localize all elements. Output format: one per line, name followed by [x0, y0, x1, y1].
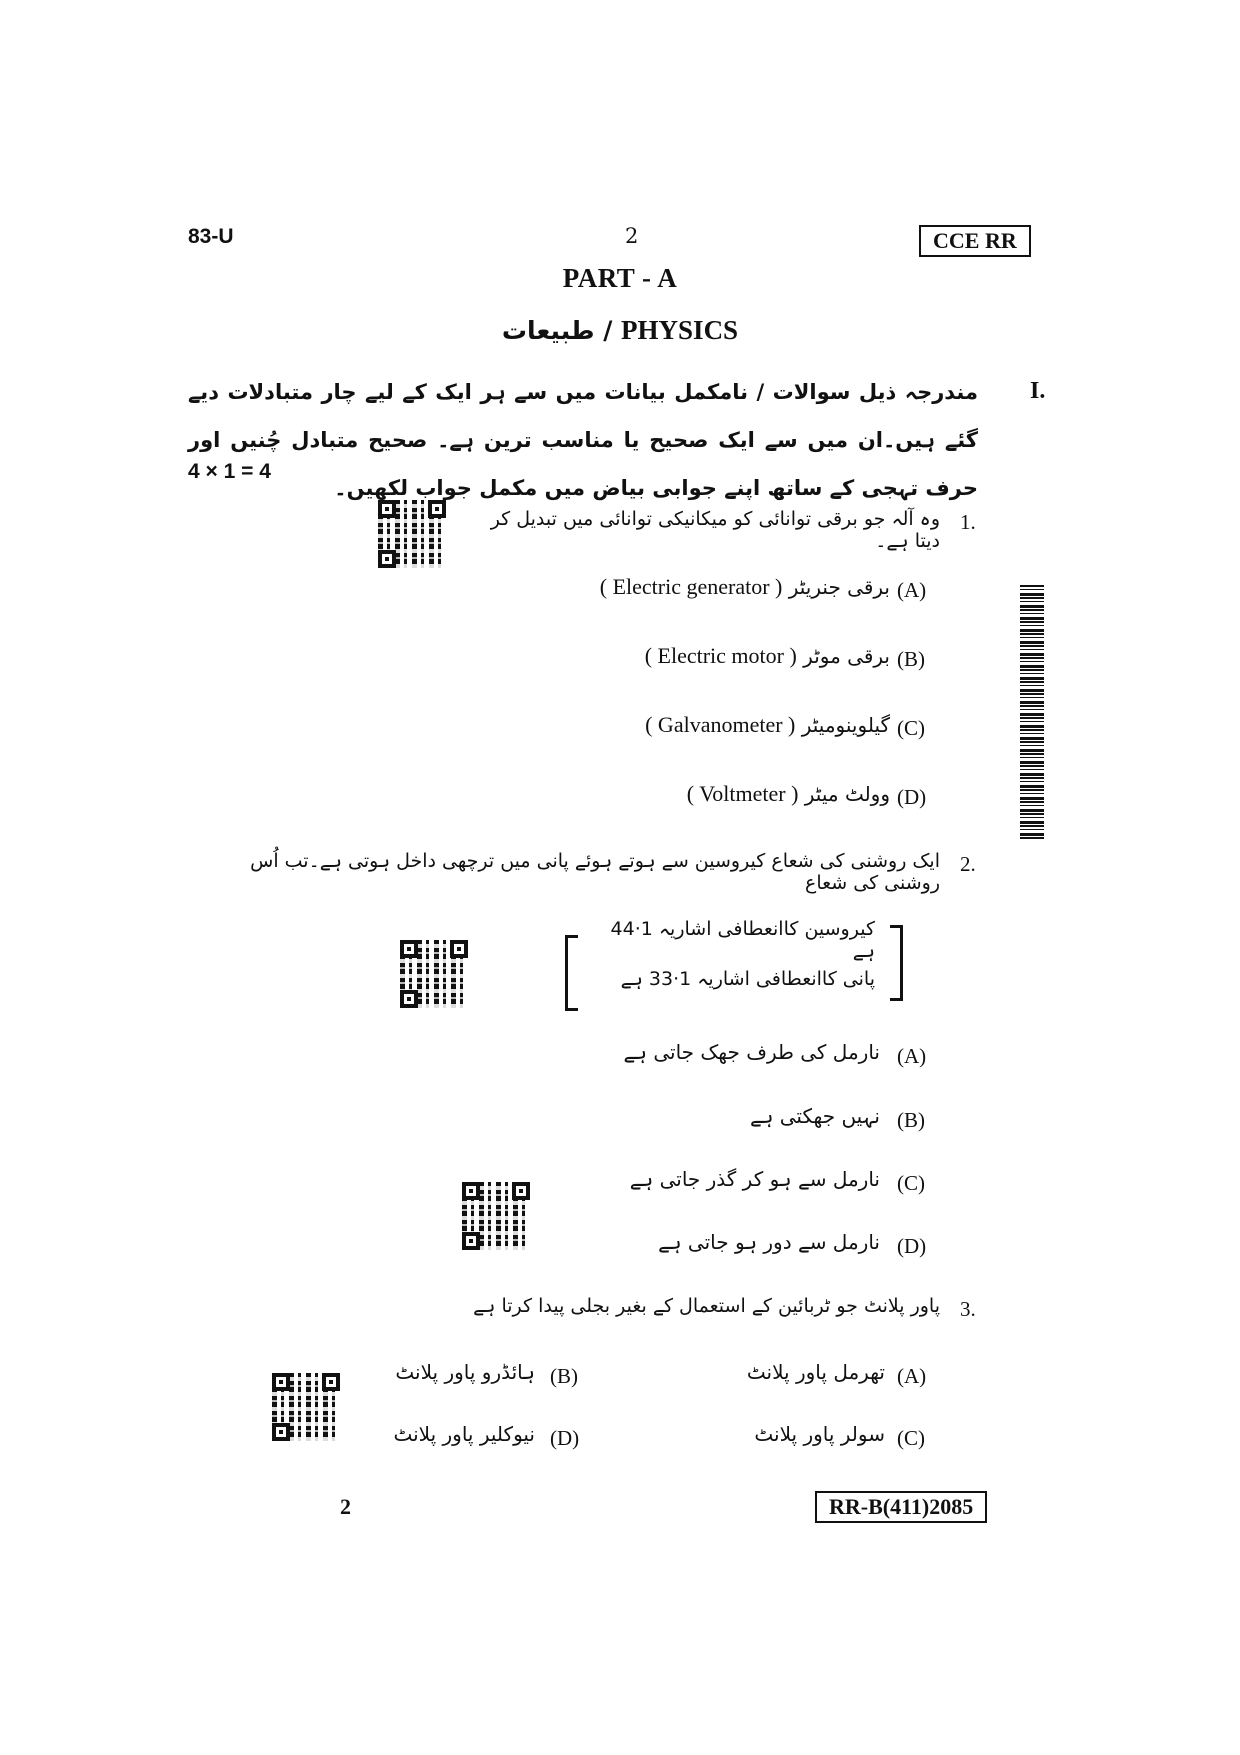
q2-option-a-label: (A) — [897, 1044, 927, 1068]
question-2-info-line-2: پانی کاانعطافی اشاریہ 1·33 ہے — [620, 968, 875, 990]
part-title: PART - A — [562, 263, 678, 293]
paper-code: 83-U — [188, 225, 234, 248]
barcode — [1020, 585, 1044, 840]
q3-option-b-text: ہائڈرو پاور پلانٹ — [395, 1360, 535, 1384]
q1-option-c-label: (C) — [897, 716, 925, 740]
q2-option-c-text: نارمل سے ہو کر گذر جاتی ہے — [629, 1167, 880, 1191]
bracket-right — [890, 925, 903, 1001]
q2-option-c-label: (C) — [897, 1171, 925, 1195]
section-instruction: مندرجہ ذیل سوالات / نامکمل بیانات میں سے ہر ایک کے لیے چار متبادلات دیے گئے ہیں۔ان میں سے ایک صحیح یا مناسب ترین ہے۔ صحیح متبادل چُنیں اور حرف تہجی کے ساتھ اپنے جوابی بیاض میں مکمل جواب لکھیں۔ — [188, 380, 978, 500]
page-number-top: 2 — [625, 224, 639, 248]
q1-option-b-english: ( Electric motor ) — [644, 643, 797, 668]
qr-code-icon — [400, 940, 468, 1008]
bracket-left — [565, 935, 578, 1011]
series-badge: CCE RR — [919, 225, 1031, 257]
q1-option-a-english: ( Electric generator ) — [599, 574, 783, 599]
q3-option-b-label: (B) — [550, 1364, 578, 1388]
page-number-bottom: 2 — [340, 1494, 351, 1519]
marks-allocation: 4 × 1 = 4 — [188, 460, 271, 483]
q2-option-b-text: نہیں جھکتی ہے — [749, 1104, 880, 1128]
q1-option-a-urdu: برقی جنریٹر — [788, 575, 890, 599]
q1-option-c-urdu: گیلوینومیٹر — [801, 713, 890, 737]
q2-option-d-text: نارمل سے دور ہو جاتی ہے — [658, 1230, 880, 1254]
qr-code-icon — [272, 1373, 340, 1441]
subject-title — [0, 315, 1240, 346]
q3-option-d-label: (D) — [550, 1426, 580, 1450]
subject-urdu: طبیعات — [501, 316, 595, 345]
q1-option-c-english: ( Galvanometer ) — [645, 712, 796, 737]
q3-option-c-text: سولر پاور پلانٹ — [754, 1422, 885, 1446]
q3-option-a-label: (A) — [897, 1364, 927, 1388]
q1-option-d-label: (D) — [897, 785, 927, 809]
section-number: I. — [1030, 378, 1046, 404]
paper-series-code: RR-B(411)2085 — [815, 1491, 987, 1523]
q1-option-b — [480, 643, 890, 669]
q3-option-a-text: تھرمل پاور پلانٹ — [746, 1360, 885, 1384]
question-3-text: پاور پلانٹ جو ٹربائین کے استعمال کے بغیر بجلی پیدا کرتا ہے — [473, 1295, 940, 1317]
qr-code-icon — [462, 1182, 530, 1250]
q1-option-d-urdu: وولٹ میٹر — [804, 782, 890, 806]
q1-option-c — [480, 712, 890, 738]
q3-option-c-label: (C) — [897, 1426, 925, 1450]
question-2-text: ایک روشنی کی شعاع کیروسین سے ہوتے ہوئے پانی میں ترچھی داخل ہوتی ہے۔تب اُس روشنی کی شعاع — [250, 850, 940, 894]
subject-english: PHYSICS — [621, 315, 739, 345]
question-2-info-line-1: کیروسین کاانعطافی اشاریہ 1·44 ہے — [610, 918, 875, 962]
q1-option-d-english: ( Voltmeter ) — [686, 781, 799, 806]
question-3-number: 3. — [960, 1297, 976, 1321]
q1-option-a-label: (A) — [897, 578, 927, 602]
qr-code-icon — [378, 500, 446, 568]
subject-separator: / — [594, 316, 622, 345]
question-2-number: 2. — [960, 852, 976, 876]
q1-option-a — [480, 574, 890, 600]
q2-option-b-label: (B) — [897, 1108, 925, 1132]
q3-option-d-text: نیوکلیر پاور پلانٹ — [393, 1422, 535, 1446]
q1-option-b-urdu: برقی موٹر — [803, 644, 890, 668]
q1-option-d — [480, 781, 890, 807]
question-1-text: وہ آلہ جو برقی توانائی کو میکانیکی توانائی میں تبدیل کر دیتا ہے۔ — [490, 508, 940, 552]
q2-option-a-text: نارمل کی طرف جھک جاتی ہے — [623, 1040, 880, 1064]
question-1-number: 1. — [960, 510, 976, 534]
q2-option-d-label: (D) — [897, 1234, 927, 1258]
q1-option-b-label: (B) — [897, 647, 925, 671]
